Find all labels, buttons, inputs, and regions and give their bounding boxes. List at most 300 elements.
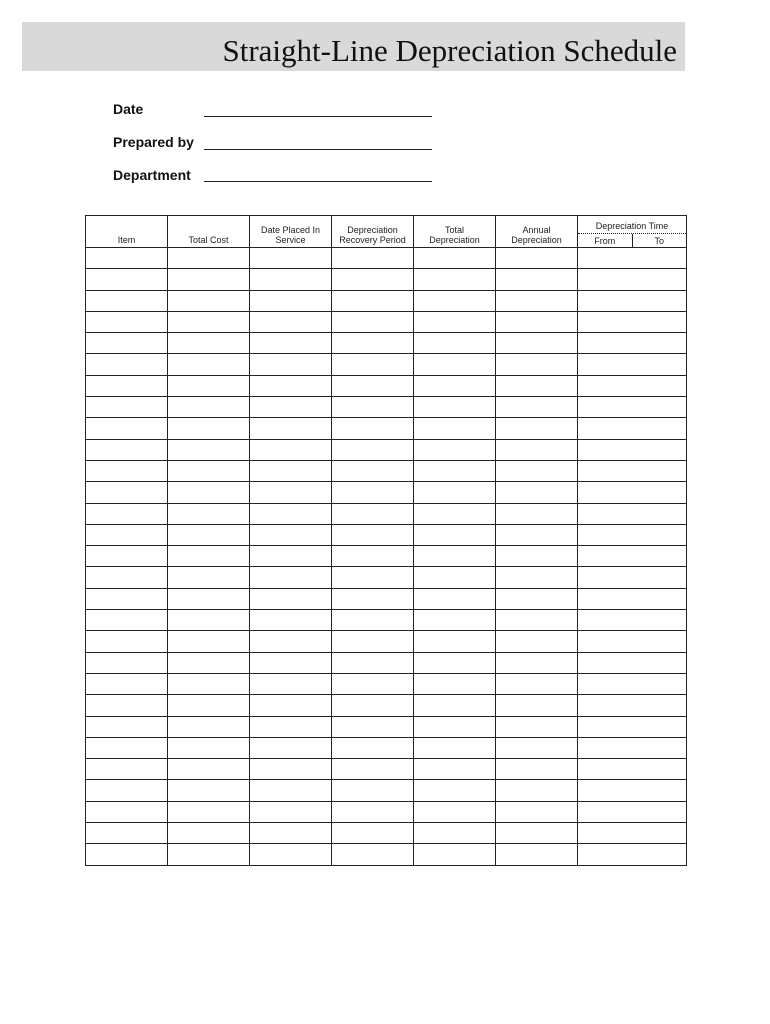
depreciation-time-input[interactable] [578, 376, 686, 396]
table-cell-annual-depreciation[interactable] [496, 695, 578, 716]
depreciation-time-input[interactable] [578, 333, 686, 353]
table-cell-annual-depreciation[interactable] [496, 844, 578, 865]
recovery-period-input[interactable] [332, 781, 413, 801]
table-cell-total-cost[interactable] [168, 546, 250, 567]
table-cell-total-cost[interactable] [168, 567, 250, 588]
recovery-period-input[interactable] [332, 482, 413, 502]
depreciation-time-input[interactable] [578, 397, 686, 417]
recovery-period-input[interactable] [332, 376, 413, 396]
date-placed-in-service-input[interactable] [250, 269, 331, 289]
table-cell-annual-depreciation[interactable] [496, 439, 578, 460]
item-input[interactable] [86, 674, 167, 694]
table-cell-date-placed-in-service[interactable] [250, 439, 332, 460]
table-cell-recovery-period[interactable] [332, 439, 414, 460]
table-cell-total-cost[interactable] [168, 418, 250, 439]
item-input[interactable] [86, 781, 167, 801]
annual-depreciation-input[interactable] [496, 568, 577, 588]
table-cell-date-placed-in-service[interactable] [250, 311, 332, 332]
table-cell-date-placed-in-service[interactable] [250, 844, 332, 865]
item-input[interactable] [86, 802, 167, 822]
table-cell-total-cost[interactable] [168, 588, 250, 609]
table-cell-recovery-period[interactable] [332, 418, 414, 439]
table-cell-depreciation-time[interactable] [578, 652, 687, 673]
table-cell-date-placed-in-service[interactable] [250, 567, 332, 588]
table-cell-total-depreciation[interactable] [414, 588, 496, 609]
table-cell-total-depreciation[interactable] [414, 631, 496, 652]
table-cell-depreciation-time[interactable] [578, 397, 687, 418]
item-input[interactable] [86, 269, 167, 289]
depreciation-time-input[interactable] [578, 568, 686, 588]
table-cell-recovery-period[interactable] [332, 397, 414, 418]
total-cost-input[interactable] [168, 482, 249, 502]
annual-depreciation-input[interactable] [496, 589, 577, 609]
table-cell-depreciation-time[interactable] [578, 460, 687, 481]
table-cell-recovery-period[interactable] [332, 248, 414, 269]
table-cell-annual-depreciation[interactable] [496, 460, 578, 481]
recovery-period-input[interactable] [332, 759, 413, 779]
table-cell-recovery-period[interactable] [332, 375, 414, 396]
annual-depreciation-input[interactable] [496, 269, 577, 289]
recovery-period-input[interactable] [332, 845, 413, 865]
total-depreciation-input[interactable] [414, 759, 495, 779]
table-cell-depreciation-time[interactable] [578, 248, 687, 269]
table-cell-recovery-period[interactable] [332, 460, 414, 481]
date-placed-in-service-input[interactable] [250, 632, 331, 652]
total-cost-input[interactable] [168, 440, 249, 460]
table-cell-item[interactable] [86, 503, 168, 524]
table-cell-item[interactable] [86, 801, 168, 822]
annual-depreciation-input[interactable] [496, 695, 577, 715]
table-cell-recovery-period[interactable] [332, 823, 414, 844]
table-cell-recovery-period[interactable] [332, 588, 414, 609]
table-cell-item[interactable] [86, 759, 168, 780]
date-placed-in-service-input[interactable] [250, 738, 331, 758]
table-cell-total-depreciation[interactable] [414, 482, 496, 503]
item-input[interactable] [86, 738, 167, 758]
table-cell-total-depreciation[interactable] [414, 759, 496, 780]
table-cell-date-placed-in-service[interactable] [250, 418, 332, 439]
total-cost-input[interactable] [168, 695, 249, 715]
table-cell-item[interactable] [86, 311, 168, 332]
annual-depreciation-input[interactable] [496, 546, 577, 566]
table-cell-recovery-period[interactable] [332, 737, 414, 758]
table-cell-depreciation-time[interactable] [578, 375, 687, 396]
total-cost-input[interactable] [168, 504, 249, 524]
recovery-period-input[interactable] [332, 823, 413, 843]
table-cell-item[interactable] [86, 269, 168, 290]
total-cost-input[interactable] [168, 312, 249, 332]
table-cell-date-placed-in-service[interactable] [250, 610, 332, 631]
table-cell-depreciation-time[interactable] [578, 333, 687, 354]
depreciation-time-input[interactable] [578, 269, 686, 289]
date-placed-in-service-input[interactable] [250, 823, 331, 843]
depreciation-time-input[interactable] [578, 695, 686, 715]
total-depreciation-input[interactable] [414, 440, 495, 460]
depreciation-time-input[interactable] [578, 312, 686, 332]
table-cell-recovery-period[interactable] [332, 844, 414, 865]
table-cell-depreciation-time[interactable] [578, 482, 687, 503]
table-cell-annual-depreciation[interactable] [496, 524, 578, 545]
item-input[interactable] [86, 589, 167, 609]
table-cell-annual-depreciation[interactable] [496, 588, 578, 609]
date-placed-in-service-input[interactable] [250, 653, 331, 673]
total-cost-input[interactable] [168, 632, 249, 652]
table-cell-annual-depreciation[interactable] [496, 248, 578, 269]
table-cell-date-placed-in-service[interactable] [250, 290, 332, 311]
table-cell-depreciation-time[interactable] [578, 588, 687, 609]
table-cell-annual-depreciation[interactable] [496, 269, 578, 290]
table-cell-item[interactable] [86, 610, 168, 631]
table-cell-total-cost[interactable] [168, 844, 250, 865]
item-input[interactable] [86, 610, 167, 630]
total-depreciation-input[interactable] [414, 823, 495, 843]
date-placed-in-service-input[interactable] [250, 674, 331, 694]
total-depreciation-input[interactable] [414, 845, 495, 865]
table-cell-date-placed-in-service[interactable] [250, 354, 332, 375]
total-cost-input[interactable] [168, 419, 249, 439]
date-placed-in-service-input[interactable] [250, 504, 331, 524]
item-input[interactable] [86, 845, 167, 865]
item-input[interactable] [86, 397, 167, 417]
table-cell-annual-depreciation[interactable] [496, 631, 578, 652]
annual-depreciation-input[interactable] [496, 419, 577, 439]
annual-depreciation-input[interactable] [496, 482, 577, 502]
annual-depreciation-input[interactable] [496, 802, 577, 822]
total-depreciation-input[interactable] [414, 802, 495, 822]
annual-depreciation-input[interactable] [496, 291, 577, 311]
table-cell-depreciation-time[interactable] [578, 567, 687, 588]
total-cost-input[interactable] [168, 355, 249, 375]
table-cell-total-cost[interactable] [168, 716, 250, 737]
table-cell-date-placed-in-service[interactable] [250, 524, 332, 545]
depreciation-time-input[interactable] [578, 610, 686, 630]
recovery-period-input[interactable] [332, 440, 413, 460]
table-cell-date-placed-in-service[interactable] [250, 716, 332, 737]
table-cell-annual-depreciation[interactable] [496, 375, 578, 396]
depreciation-time-input[interactable] [578, 419, 686, 439]
table-cell-date-placed-in-service[interactable] [250, 397, 332, 418]
table-cell-recovery-period[interactable] [332, 652, 414, 673]
depreciation-time-input[interactable] [578, 674, 686, 694]
item-input[interactable] [86, 632, 167, 652]
table-cell-item[interactable] [86, 652, 168, 673]
recovery-period-input[interactable] [332, 802, 413, 822]
total-cost-input[interactable] [168, 248, 249, 268]
table-cell-date-placed-in-service[interactable] [250, 588, 332, 609]
table-cell-total-depreciation[interactable] [414, 695, 496, 716]
table-cell-total-depreciation[interactable] [414, 375, 496, 396]
table-cell-date-placed-in-service[interactable] [250, 248, 332, 269]
depreciation-time-input[interactable] [578, 504, 686, 524]
total-cost-input[interactable] [168, 610, 249, 630]
prepared-by-field[interactable] [204, 133, 432, 149]
date-placed-in-service-input[interactable] [250, 291, 331, 311]
table-cell-annual-depreciation[interactable] [496, 673, 578, 694]
table-cell-recovery-period[interactable] [332, 716, 414, 737]
item-input[interactable] [86, 695, 167, 715]
total-depreciation-input[interactable] [414, 248, 495, 268]
annual-depreciation-input[interactable] [496, 312, 577, 332]
recovery-period-input[interactable] [332, 312, 413, 332]
date-placed-in-service-input[interactable] [250, 759, 331, 779]
date-placed-in-service-input[interactable] [250, 333, 331, 353]
date-placed-in-service-input[interactable] [250, 802, 331, 822]
table-cell-annual-depreciation[interactable] [496, 546, 578, 567]
total-depreciation-input[interactable] [414, 397, 495, 417]
recovery-period-input[interactable] [332, 419, 413, 439]
item-input[interactable] [86, 546, 167, 566]
table-cell-total-cost[interactable] [168, 695, 250, 716]
table-cell-depreciation-time[interactable] [578, 524, 687, 545]
table-cell-depreciation-time[interactable] [578, 716, 687, 737]
table-cell-date-placed-in-service[interactable] [250, 546, 332, 567]
date-placed-in-service-input[interactable] [250, 419, 331, 439]
total-cost-input[interactable] [168, 589, 249, 609]
table-cell-depreciation-time[interactable] [578, 439, 687, 460]
table-cell-total-depreciation[interactable] [414, 269, 496, 290]
date-placed-in-service-input[interactable] [250, 482, 331, 502]
annual-depreciation-input[interactable] [496, 248, 577, 268]
depreciation-time-input[interactable] [578, 355, 686, 375]
total-cost-input[interactable] [168, 717, 249, 737]
table-cell-date-placed-in-service[interactable] [250, 333, 332, 354]
total-depreciation-input[interactable] [414, 610, 495, 630]
item-input[interactable] [86, 653, 167, 673]
total-depreciation-input[interactable] [414, 355, 495, 375]
table-cell-total-depreciation[interactable] [414, 610, 496, 631]
table-cell-recovery-period[interactable] [332, 631, 414, 652]
total-cost-input[interactable] [168, 653, 249, 673]
item-input[interactable] [86, 248, 167, 268]
total-depreciation-input[interactable] [414, 632, 495, 652]
table-cell-depreciation-time[interactable] [578, 631, 687, 652]
total-cost-input[interactable] [168, 802, 249, 822]
table-cell-item[interactable] [86, 482, 168, 503]
item-input[interactable] [86, 461, 167, 481]
annual-depreciation-input[interactable] [496, 461, 577, 481]
date-placed-in-service-input[interactable] [250, 248, 331, 268]
total-cost-input[interactable] [168, 823, 249, 843]
table-cell-depreciation-time[interactable] [578, 418, 687, 439]
annual-depreciation-input[interactable] [496, 781, 577, 801]
table-cell-depreciation-time[interactable] [578, 311, 687, 332]
item-input[interactable] [86, 482, 167, 502]
total-depreciation-input[interactable] [414, 504, 495, 524]
annual-depreciation-input[interactable] [496, 717, 577, 737]
total-depreciation-input[interactable] [414, 589, 495, 609]
total-cost-input[interactable] [168, 674, 249, 694]
date-field[interactable] [204, 100, 432, 116]
item-input[interactable] [86, 823, 167, 843]
table-cell-depreciation-time[interactable] [578, 269, 687, 290]
table-cell-annual-depreciation[interactable] [496, 482, 578, 503]
table-cell-total-cost[interactable] [168, 375, 250, 396]
table-cell-total-depreciation[interactable] [414, 652, 496, 673]
table-cell-total-depreciation[interactable] [414, 503, 496, 524]
table-cell-recovery-period[interactable] [332, 333, 414, 354]
table-cell-item[interactable] [86, 673, 168, 694]
date-placed-in-service-input[interactable] [250, 355, 331, 375]
recovery-period-input[interactable] [332, 653, 413, 673]
total-cost-input[interactable] [168, 333, 249, 353]
table-cell-recovery-period[interactable] [332, 546, 414, 567]
table-cell-recovery-period[interactable] [332, 311, 414, 332]
table-cell-total-depreciation[interactable] [414, 311, 496, 332]
table-cell-annual-depreciation[interactable] [496, 397, 578, 418]
annual-depreciation-input[interactable] [496, 845, 577, 865]
table-cell-annual-depreciation[interactable] [496, 503, 578, 524]
table-cell-total-depreciation[interactable] [414, 716, 496, 737]
recovery-period-input[interactable] [332, 269, 413, 289]
table-cell-date-placed-in-service[interactable] [250, 503, 332, 524]
recovery-period-input[interactable] [332, 695, 413, 715]
total-cost-input[interactable] [168, 759, 249, 779]
total-depreciation-input[interactable] [414, 781, 495, 801]
annual-depreciation-input[interactable] [496, 525, 577, 545]
table-cell-date-placed-in-service[interactable] [250, 460, 332, 481]
table-cell-depreciation-time[interactable] [578, 780, 687, 801]
depreciation-time-input[interactable] [578, 632, 686, 652]
annual-depreciation-input[interactable] [496, 397, 577, 417]
total-depreciation-input[interactable] [414, 653, 495, 673]
table-cell-item[interactable] [86, 375, 168, 396]
date-placed-in-service-input[interactable] [250, 589, 331, 609]
recovery-period-input[interactable] [332, 674, 413, 694]
recovery-period-input[interactable] [332, 632, 413, 652]
recovery-period-input[interactable] [332, 738, 413, 758]
total-depreciation-input[interactable] [414, 568, 495, 588]
table-cell-total-cost[interactable] [168, 610, 250, 631]
total-depreciation-input[interactable] [414, 461, 495, 481]
total-depreciation-input[interactable] [414, 376, 495, 396]
date-placed-in-service-input[interactable] [250, 781, 331, 801]
table-cell-date-placed-in-service[interactable] [250, 695, 332, 716]
table-cell-date-placed-in-service[interactable] [250, 780, 332, 801]
table-cell-recovery-period[interactable] [332, 610, 414, 631]
total-depreciation-input[interactable] [414, 717, 495, 737]
depreciation-time-input[interactable] [578, 248, 686, 268]
table-cell-total-cost[interactable] [168, 801, 250, 822]
annual-depreciation-input[interactable] [496, 376, 577, 396]
annual-depreciation-input[interactable] [496, 440, 577, 460]
total-depreciation-input[interactable] [414, 291, 495, 311]
table-cell-annual-depreciation[interactable] [496, 311, 578, 332]
table-cell-total-cost[interactable] [168, 780, 250, 801]
table-cell-total-depreciation[interactable] [414, 333, 496, 354]
table-cell-total-cost[interactable] [168, 248, 250, 269]
table-cell-total-depreciation[interactable] [414, 397, 496, 418]
table-cell-total-cost[interactable] [168, 631, 250, 652]
annual-depreciation-input[interactable] [496, 504, 577, 524]
table-cell-recovery-period[interactable] [332, 673, 414, 694]
table-cell-annual-depreciation[interactable] [496, 610, 578, 631]
date-placed-in-service-input[interactable] [250, 376, 331, 396]
table-cell-depreciation-time[interactable] [578, 503, 687, 524]
recovery-period-input[interactable] [332, 525, 413, 545]
recovery-period-input[interactable] [332, 717, 413, 737]
table-cell-date-placed-in-service[interactable] [250, 482, 332, 503]
table-cell-total-depreciation[interactable] [414, 844, 496, 865]
item-input[interactable] [86, 504, 167, 524]
total-depreciation-input[interactable] [414, 738, 495, 758]
recovery-period-input[interactable] [332, 504, 413, 524]
table-cell-total-cost[interactable] [168, 823, 250, 844]
table-cell-total-cost[interactable] [168, 333, 250, 354]
table-cell-annual-depreciation[interactable] [496, 567, 578, 588]
total-cost-input[interactable] [168, 269, 249, 289]
table-cell-total-cost[interactable] [168, 737, 250, 758]
table-cell-item[interactable] [86, 780, 168, 801]
date-placed-in-service-input[interactable] [250, 695, 331, 715]
table-cell-item[interactable] [86, 695, 168, 716]
depreciation-time-input[interactable] [578, 738, 686, 758]
annual-depreciation-input[interactable] [496, 355, 577, 375]
table-cell-depreciation-time[interactable] [578, 737, 687, 758]
annual-depreciation-input[interactable] [496, 823, 577, 843]
total-cost-input[interactable] [168, 845, 249, 865]
recovery-period-input[interactable] [332, 355, 413, 375]
table-cell-total-depreciation[interactable] [414, 248, 496, 269]
depreciation-time-input[interactable] [578, 546, 686, 566]
total-cost-input[interactable] [168, 546, 249, 566]
recovery-period-input[interactable] [332, 568, 413, 588]
table-cell-total-depreciation[interactable] [414, 737, 496, 758]
annual-depreciation-input[interactable] [496, 674, 577, 694]
table-cell-date-placed-in-service[interactable] [250, 759, 332, 780]
table-cell-item[interactable] [86, 716, 168, 737]
table-cell-total-cost[interactable] [168, 269, 250, 290]
table-cell-item[interactable] [86, 290, 168, 311]
table-cell-date-placed-in-service[interactable] [250, 673, 332, 694]
table-cell-total-depreciation[interactable] [414, 460, 496, 481]
annual-depreciation-input[interactable] [496, 653, 577, 673]
table-cell-recovery-period[interactable] [332, 354, 414, 375]
department-field[interactable] [204, 166, 432, 182]
table-cell-total-depreciation[interactable] [414, 673, 496, 694]
table-cell-total-depreciation[interactable] [414, 546, 496, 567]
table-cell-annual-depreciation[interactable] [496, 652, 578, 673]
table-cell-item[interactable] [86, 567, 168, 588]
depreciation-time-input[interactable] [578, 440, 686, 460]
total-depreciation-input[interactable] [414, 482, 495, 502]
table-cell-depreciation-time[interactable] [578, 673, 687, 694]
table-cell-item[interactable] [86, 546, 168, 567]
recovery-period-input[interactable] [332, 291, 413, 311]
table-cell-annual-depreciation[interactable] [496, 801, 578, 822]
item-input[interactable] [86, 525, 167, 545]
table-cell-depreciation-time[interactable] [578, 610, 687, 631]
table-cell-date-placed-in-service[interactable] [250, 375, 332, 396]
depreciation-time-input[interactable] [578, 781, 686, 801]
table-cell-total-cost[interactable] [168, 482, 250, 503]
table-cell-item[interactable] [86, 460, 168, 481]
table-cell-total-depreciation[interactable] [414, 354, 496, 375]
depreciation-time-input[interactable] [578, 525, 686, 545]
table-cell-item[interactable] [86, 248, 168, 269]
table-cell-total-depreciation[interactable] [414, 823, 496, 844]
recovery-period-input[interactable] [332, 610, 413, 630]
recovery-period-input[interactable] [332, 397, 413, 417]
table-cell-annual-depreciation[interactable] [496, 823, 578, 844]
recovery-period-input[interactable] [332, 461, 413, 481]
table-cell-recovery-period[interactable] [332, 482, 414, 503]
table-cell-item[interactable] [86, 524, 168, 545]
total-cost-input[interactable] [168, 781, 249, 801]
date-placed-in-service-input[interactable] [250, 525, 331, 545]
table-cell-total-depreciation[interactable] [414, 418, 496, 439]
total-depreciation-input[interactable] [414, 695, 495, 715]
table-cell-annual-depreciation[interactable] [496, 354, 578, 375]
